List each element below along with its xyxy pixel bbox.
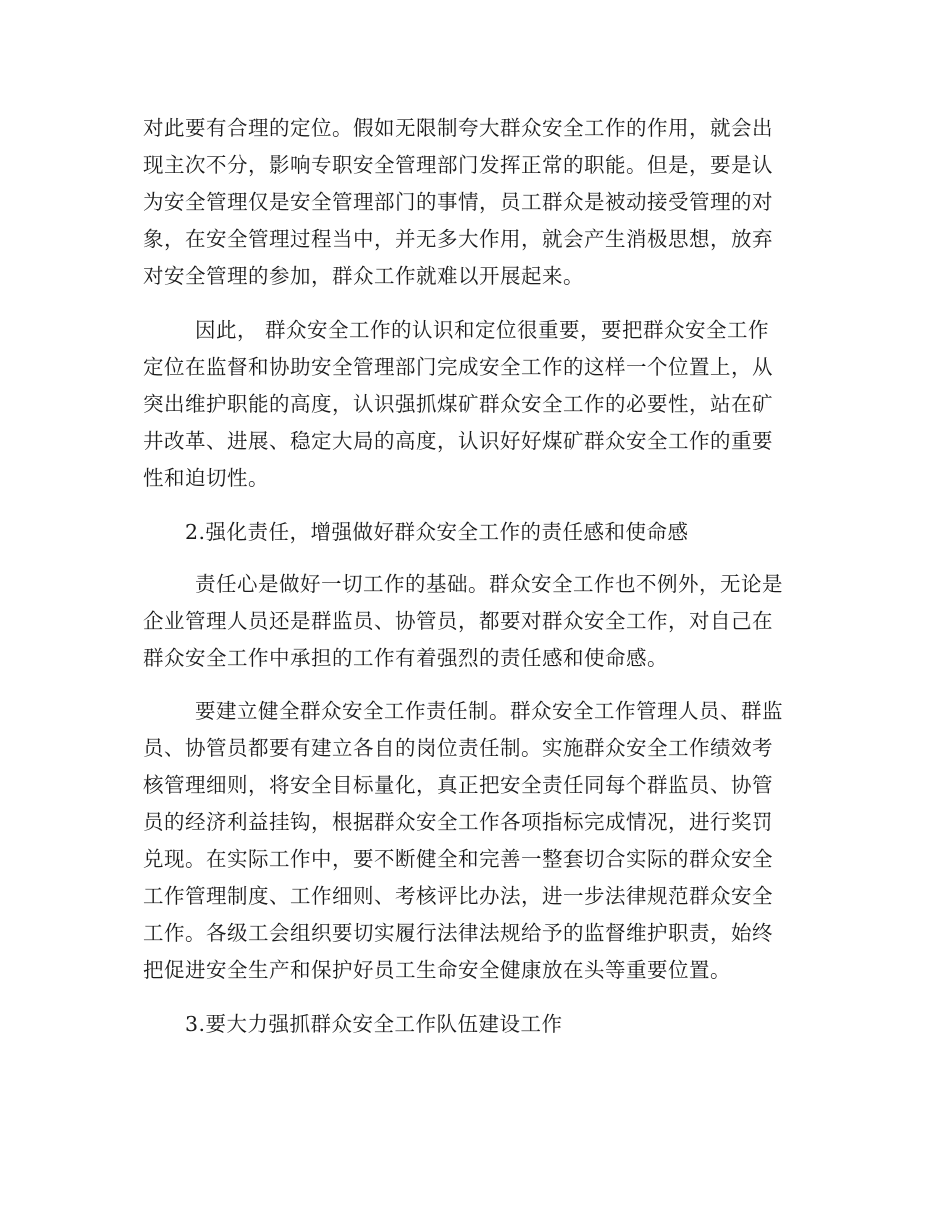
paragraph-2-line-3: 突出维护职能的高度，认识强抓煤矿群众安全工作的必要性，站在矿 — [143, 392, 773, 416]
paragraph-1-line-4: 象，在安全管理过程当中，并无多大作用，就会产生消极思想，放弃 — [143, 227, 773, 251]
paragraph-4-line-1: 要建立健全群众安全工作责任制。群众安全工作管理人员、群监 — [195, 699, 783, 723]
paragraph-4-line-3: 核管理细则，将安全目标量化，真正把安全责任同每个群监员、协管 — [143, 773, 773, 797]
paragraph-2-line-1: 因此， 群众安全工作的认识和定位很重要，要把群众安全工作 — [195, 318, 770, 342]
paragraph-2-line-5: 性和迫切性。 — [143, 466, 269, 490]
paragraph-4-line-6: 工作管理制度、工作细则、考核评比办法，进一步法律规范群众安全 — [143, 884, 773, 908]
paragraph-1-line-1: 对此要有合理的定位。假如无限制夸大群众安全工作的作用，就会出 — [143, 116, 773, 140]
paragraph-4-line-8: 把促进安全生产和保护好员工生命安全健康放在头等重要位置。 — [143, 958, 731, 982]
paragraph-3-line-2: 企业管理人员还是群监员、协管员，都要对群众安全工作，对自己在 — [143, 609, 773, 633]
paragraph-4-line-2: 员、协管员都要有建立各自的岗位责任制。实施群众安全工作绩效考 — [143, 736, 773, 760]
section-heading-2: 2.强化责任，增强做好群众安全工作的责任感和使命感 — [185, 520, 689, 544]
paragraph-1-line-3: 为安全管理仅是安全管理部门的事情，员工群众是被动接受管理的对 — [143, 190, 773, 214]
paragraph-2-line-4: 井改革、进展、稳定大局的高度，认识好好煤矿群众安全工作的重要 — [143, 429, 773, 453]
paragraph-4-line-7: 工作。各级工会组织要切实履行法律法规给予的监督维护职责，始终 — [143, 921, 773, 945]
paragraph-2-line-2: 定位在监督和协助安全管理部门完成安全工作的这样一个位置上，从 — [143, 355, 773, 379]
paragraph-4-line-4: 员的经济利益挂钩，根据群众安全工作各项指标完成情况，进行奖罚 — [143, 810, 773, 834]
paragraph-4-line-5: 兑现。在实际工作中，要不断健全和完善一整套切合实际的群众安全 — [143, 847, 773, 871]
section-heading-3: 3.要大力强抓群众安全工作队伍建设工作 — [185, 1012, 563, 1036]
paragraph-3-line-1: 责任心是做好一切工作的基础。群众安全工作也不例外，无论是 — [195, 572, 783, 596]
paragraph-3-line-3: 群众安全工作中承担的工作有着强烈的责任感和使命感。 — [143, 646, 668, 670]
paragraph-1-line-5: 对安全管理的参加，群众工作就难以开展起来。 — [143, 264, 584, 288]
paragraph-1-line-2: 现主次不分，影响专职安全管理部门发挥正常的职能。但是，要是认 — [143, 153, 773, 177]
